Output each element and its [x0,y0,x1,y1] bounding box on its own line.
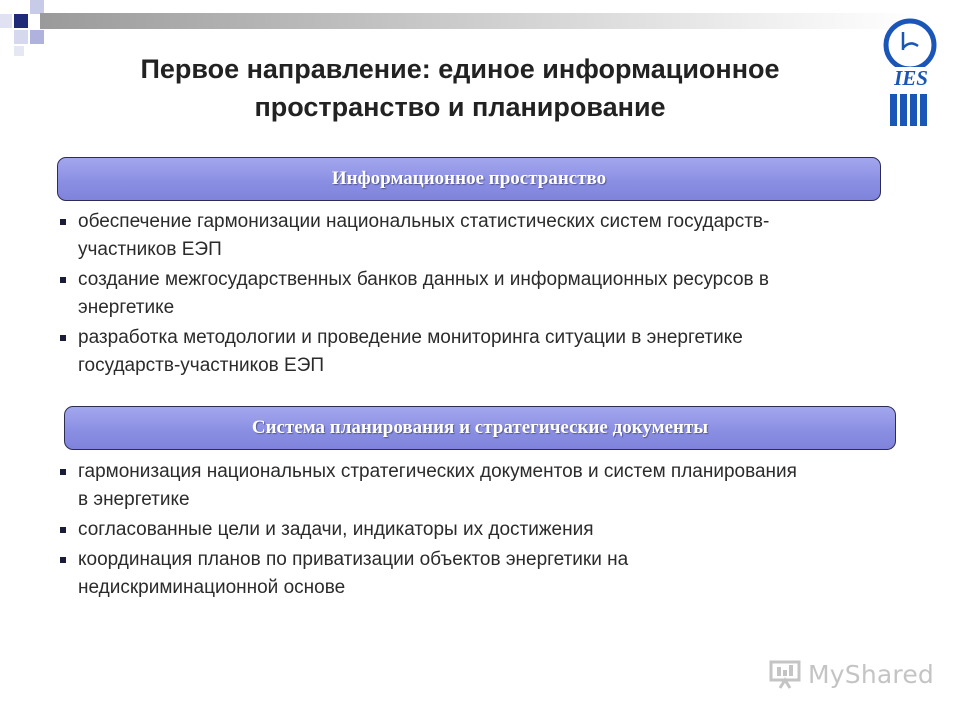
list-item: обеспечение гармонизации национальных статистических систем государств- участников ЕЭП [60,208,900,264]
bullet-square-icon [60,557,66,563]
top-gradient-bar [40,13,920,29]
decor-square [30,0,44,14]
title-line-1: Первое направление: единое информационное [140,54,780,84]
logo-text: IES [894,66,928,90]
bullet-list-information-space [60,208,900,382]
decor-square [30,30,44,44]
decor-square [0,14,12,28]
list-item: разработка методологии и проведение мониторинга ситуации в энергетике государств-участников ЕЭП [60,324,900,380]
decor-square [14,14,28,28]
list-item: создание межгосударственных банков данных и информационных ресурсов в энергетике [60,266,900,322]
bullet-square-icon [60,469,66,475]
list-item: координация планов по приватизации объектов энергетики на недискриминационной основе [60,546,920,602]
section-header-information-space: Информационное пространство [57,157,881,201]
bullet-square-icon [60,219,66,225]
bullet-list-planning-system [60,458,920,604]
bullet-square-icon [60,277,66,283]
presentation-icon [768,658,802,690]
list-item: согласованные цели и задачи, индикаторы их достижения [60,516,920,544]
watermark [768,654,934,694]
decor-square [14,46,24,56]
bullet-square-icon [60,335,66,341]
slide-title [40,50,880,126]
bullet-square-icon [60,527,66,533]
watermark-text: MyShared [808,659,934,689]
list-item: гармонизация национальных стратегических документов и систем планирования в энергетике [60,458,920,514]
decor-square [14,30,28,44]
section-header-planning-system: Система планирования и стратегические документы [64,406,896,450]
title-line-2: пространство и планирование [254,92,666,122]
ies-logo [880,18,942,128]
